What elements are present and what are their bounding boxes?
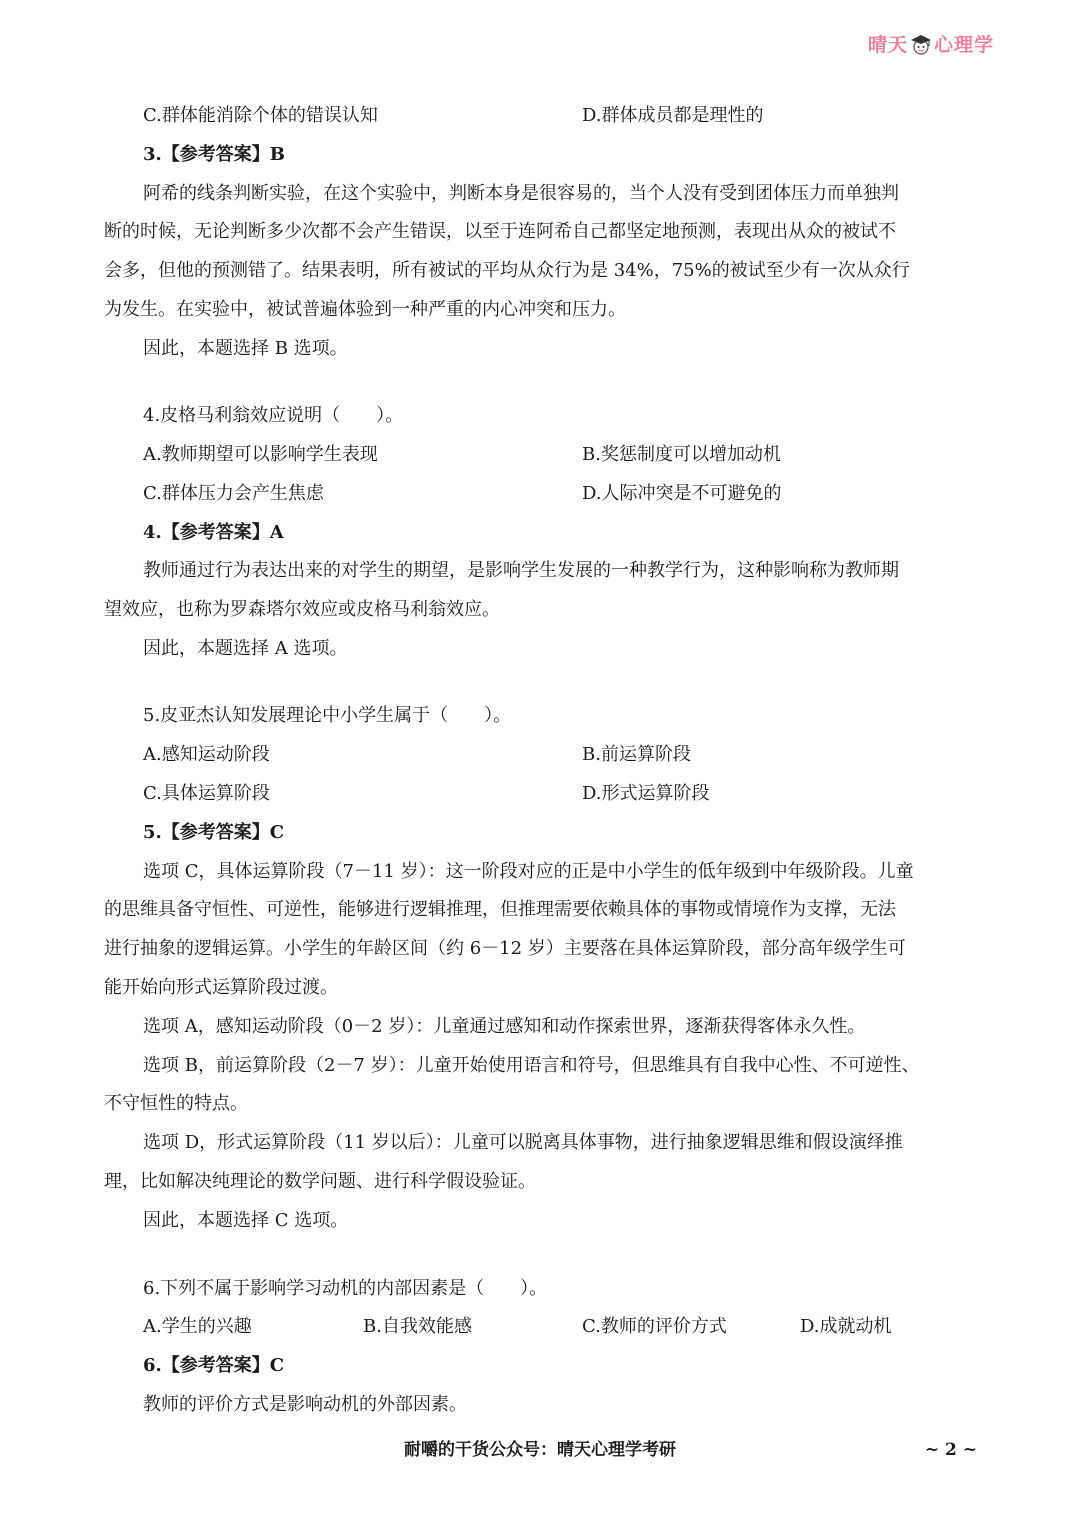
answer-5-text: 的思维具备守恒性、可逆性，能够进行逻辑推理，但推理需要依赖具体的事物或情境作为支撑，无法 [104,899,896,920]
answer-5-option-b-text: 不守恒性的特点。 [104,1093,248,1114]
answer-5-option-b-text: 选项 B，前运算阶段（2－7 岁）：儿童开始使用语言和符号，但思维具有自我中心性、不可逆性、 [143,1055,920,1076]
q5-option-b: B.前运算阶段 [582,744,691,765]
q4-option-d: D.人际冲突是不可避免的 [582,483,782,504]
answer-4-text: 望效应，也称为罗森塔尔效应或皮格马利翁效应。 [104,599,500,620]
q2-option-d: D.群体成员都是理性的 [582,105,764,126]
question-4-stem: 4.皮格马利翁效应说明（ ）。 [143,405,404,426]
q4-option-c: C.群体压力会产生焦虑 [143,483,324,504]
q4-option-b: B.奖惩制度可以增加动机 [582,444,781,465]
answer-3-conclusion: 因此，本题选择 B 选项。 [143,338,348,359]
answer-4-text: 教师通过行为表达出来的对学生的期望，是影响学生发展的一种教学行为，这种影响称为教师期 [143,560,899,581]
answer-3-label: 3.【参考答案】B [143,144,286,165]
q2-option-c: C.群体能消除个体的错误认知 [143,105,378,126]
logo-text-right: 心理学 [934,34,995,56]
q4-option-a: A.教师期望可以影响学生表现 [143,444,378,465]
q6-option-b: B.自我效能感 [363,1316,472,1337]
answer-3-text: 为发生。在实验中，被试普遍体验到一种严重的内心冲突和压力。 [104,299,626,320]
q6-option-a: A.学生的兴趣 [143,1316,252,1337]
answer-5-option-a-text: 选项 A，感知运动阶段（0－2 岁）：儿童通过感知和动作探索世界，逐渐获得客体永久性。 [143,1016,866,1037]
answer-3-text: 会多，但他的预测错了。结果表明，所有被试的平均从众行为是 34%，75%的被试至少有一次从众行 [104,260,910,281]
q5-option-d: D.形式运算阶段 [582,783,710,804]
footer-wechat-text: 耐嚼的干货公众号：晴天心理学考研 [404,1440,676,1460]
answer-5-option-d-text: 理，比如解决纯理论的数学问题、进行科学假设验证。 [104,1171,536,1192]
graduation-cap-icon [909,32,933,56]
answer-5-option-d-text: 选项 D，形式运算阶段（11 岁以后）：儿童可以脱离具体事物，进行抽象逻辑思维和假设演绎推 [143,1132,903,1153]
answer-6-text: 教师的评价方式是影响动机的外部因素。 [143,1394,467,1415]
brand-logo [868,30,994,57]
answer-4-conclusion: 因此，本题选择 A 选项。 [143,638,348,659]
answer-3-text: 阿希的线条判断实验，在这个实验中，判断本身是很容易的，当个人没有受到团体压力而单独判 [143,183,899,204]
answer-5-conclusion: 因此，本题选择 C 选项。 [143,1210,349,1231]
logo-text-left: 晴天 [868,34,909,56]
page-number: ~ 2 ~ [924,1440,977,1460]
answer-3-text: 断的时候，无论判断多少次都不会产生错误，以至于连阿希自己都坚定地预测，表现出从众的被试不 [104,221,896,242]
question-6-stem: 6.下列不属于影响学习动机的内部因素是（ ）。 [143,1278,548,1299]
q6-option-c: C.教师的评价方式 [582,1316,727,1337]
answer-5-text: 能开始向形式运算阶段过渡。 [104,977,338,998]
answer-6-label: 6.【参考答案】C [143,1355,285,1376]
q5-option-a: A.感知运动阶段 [143,744,270,765]
q6-option-d: D.成就动机 [800,1316,892,1337]
answer-5-text: 进行抽象的逻辑运算。小学生的年龄区间（约 6－12 岁）主要落在具体运算阶段，部分高年级学生可 [104,938,906,959]
answer-4-label: 4.【参考答案】A [143,522,284,543]
q5-option-c: C.具体运算阶段 [143,783,270,804]
answer-5-label: 5.【参考答案】C [143,822,285,843]
answer-5-text: 选项 C，具体运算阶段（7－11 岁）：这一阶段对应的正是中小学生的低年级到中年级阶段。儿童 [143,861,914,882]
question-5-stem: 5.皮亚杰认知发展理论中小学生属于（ ）。 [143,705,512,726]
